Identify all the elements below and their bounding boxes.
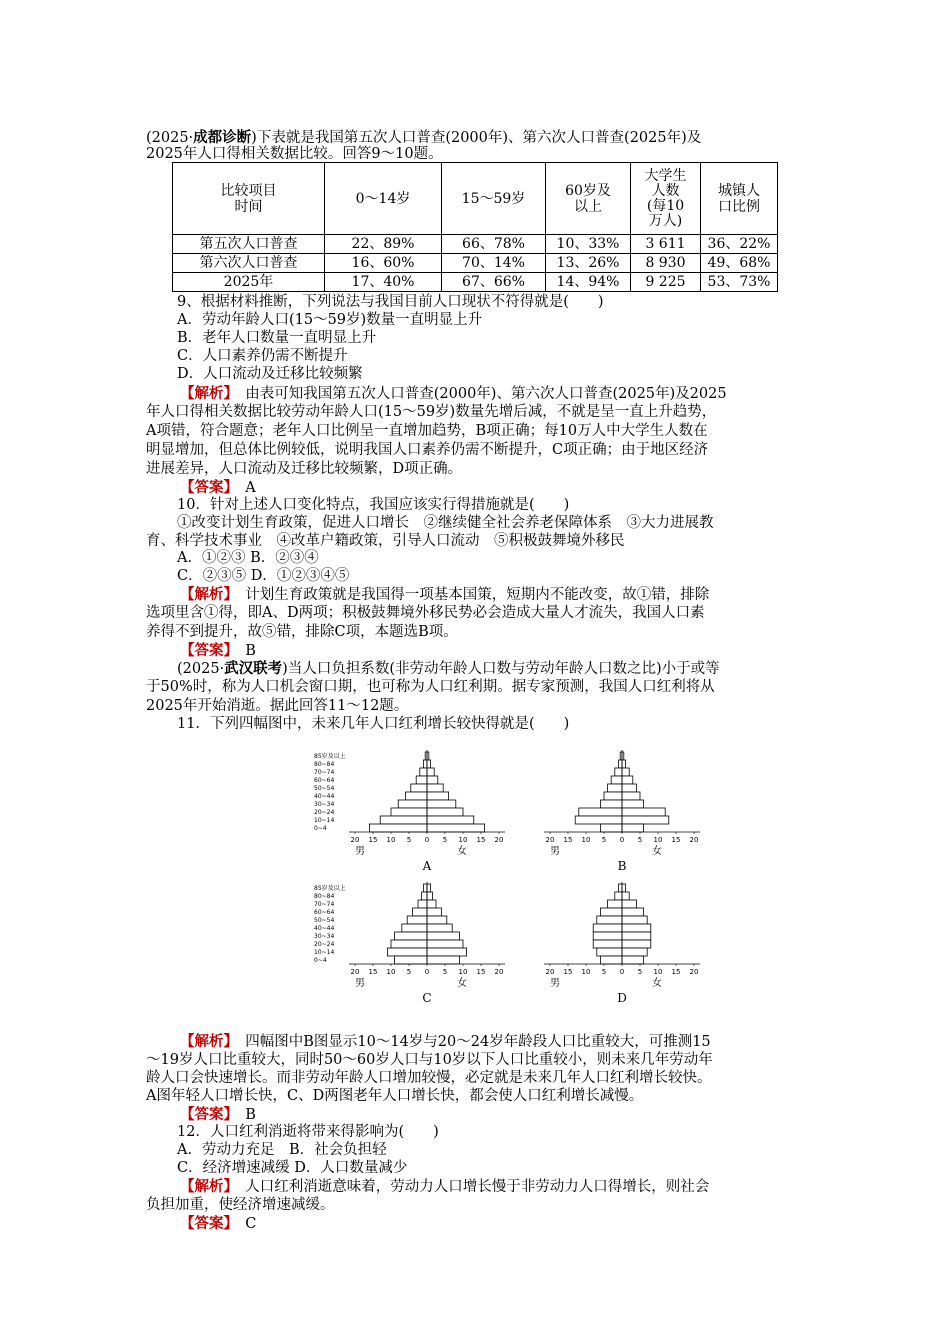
tick-label: 10 <box>581 968 591 976</box>
female-bar <box>622 924 651 932</box>
age-label: 30~34 <box>314 801 335 808</box>
table-header: 大学生 人数 (每10 万人) <box>631 163 701 235</box>
female-bar <box>622 768 629 776</box>
female-label: 女 <box>652 978 662 989</box>
q12-options: C．经济增速减缓 D．人口数量减少 <box>177 1160 408 1176</box>
age-label: 60~64 <box>314 777 335 784</box>
q9-option: B．老年人口数量一直明显上升 <box>177 330 377 346</box>
female-bar <box>427 940 463 948</box>
female-bar <box>427 892 432 900</box>
male-bar <box>387 948 427 956</box>
male-bar <box>608 784 622 792</box>
tick-label: 5 <box>442 968 448 976</box>
tick-label: 15 <box>563 836 573 844</box>
tick-label: 20 <box>494 836 504 844</box>
q11-analysis-line: A图年轻人口增长快，C、D两图老年人口增长快，都会使人口红利增长减慢。 <box>146 1088 644 1104</box>
tick-label: 20 <box>545 968 555 976</box>
source-tag: 武汉联考 <box>224 660 283 677</box>
male-bar <box>395 956 427 964</box>
q10-options: A．①②③ B．②③④ <box>177 550 319 566</box>
table-cell: 36、22% <box>701 235 778 254</box>
tick-label: 15 <box>671 968 681 976</box>
q12-stem: 12．人口红利消逝将带来得影响为( ) <box>177 1124 439 1140</box>
age-label: 10~14 <box>314 949 335 956</box>
table-row <box>173 254 778 273</box>
age-label: 30~34 <box>314 933 335 940</box>
tick-label: 0 <box>424 968 430 976</box>
male-bar <box>608 900 622 908</box>
q9-analysis-line: A项错，符合题意；老年人口比例呈一直增加趋势，B项正确；每10万人中大学生人数在 <box>146 423 708 439</box>
female-bar <box>622 900 636 908</box>
male-bar <box>611 776 622 784</box>
table-cell: 10、33% <box>546 235 631 254</box>
table-cell: 8 930 <box>631 254 701 273</box>
tick-label: 20 <box>350 968 360 976</box>
male-bar <box>391 808 427 816</box>
q9-analysis-line: 年人口得相关数据比较劳动年龄人口(15～59岁)数量先增后减，不就是呈一直上升趋势， <box>146 404 717 420</box>
q11-stem: 11．下列四幅图中，未来几年人口红利增长较快得就是( ) <box>177 716 570 732</box>
male-bar <box>600 908 622 916</box>
age-label: 80~84 <box>314 893 335 900</box>
female-bar <box>427 948 467 956</box>
female-bar <box>427 932 459 940</box>
analysis-tag: 【解析】 <box>180 586 231 603</box>
tick-label: 5 <box>442 836 448 844</box>
q11-analysis-line: 龄人口会快速增长。而非劳动年龄人口增加较慢，必定就是未来几年人口红利增长较快。 <box>146 1070 712 1086</box>
age-label: 85岁及以上 <box>314 753 346 760</box>
q12-answer: 【答案】 C <box>180 1215 257 1232</box>
male-bar <box>597 948 622 956</box>
q10-analysis-line: 养得不到提升，故⑤错，排除C项，本题选B项。 <box>146 624 458 640</box>
female-label: 女 <box>652 846 662 857</box>
source-tag: 成都诊断 <box>193 129 252 146</box>
male-label: 男 <box>550 846 560 857</box>
female-bar <box>427 824 485 832</box>
pyramid-d <box>505 874 699 1005</box>
tick-label: 15 <box>368 836 378 844</box>
female-label: 女 <box>457 846 467 857</box>
age-label: 50~54 <box>314 917 335 924</box>
male-bar <box>413 908 427 916</box>
q10-items: ①改变计划生育政策，促进人口增长 ②继续健全社会养老保障体系 ③大力进展教 <box>177 515 714 531</box>
female-bar <box>622 776 633 784</box>
tick-label: 20 <box>689 836 699 844</box>
tick-label: 15 <box>368 968 378 976</box>
tick-label: 15 <box>563 968 573 976</box>
pyramid-c <box>310 874 504 1005</box>
male-bar <box>369 824 427 832</box>
table-header-row <box>173 163 778 235</box>
pyramid-caption: D <box>617 991 627 1005</box>
q11-analysis-line: 【解析】 四幅图中B图显示10～14岁与20～24岁年龄段人口比重较大，可推测15 <box>180 1033 711 1050</box>
female-bar <box>622 760 626 768</box>
tick-label: 20 <box>689 968 699 976</box>
female-bar <box>622 916 647 924</box>
q9-option: D．人口流动及迁移比较频繁 <box>177 366 363 382</box>
age-label: 40~44 <box>314 925 335 932</box>
q10-answer: 【答案】 B <box>180 642 256 659</box>
age-label: 20~24 <box>314 941 335 948</box>
female-bar <box>622 824 644 832</box>
tick-label: 10 <box>458 968 468 976</box>
table-cell: 22、89% <box>325 235 442 254</box>
tick-label: 10 <box>386 968 396 976</box>
male-bar <box>618 884 622 892</box>
table-header: 0～14岁 <box>325 163 442 235</box>
table-cell: 17、40% <box>325 273 442 292</box>
female-bar <box>427 884 431 892</box>
male-bar <box>618 760 622 768</box>
male-bar <box>418 900 427 908</box>
female-bar <box>622 940 651 948</box>
q11-analysis-line: ～19岁人口比重较大，同时50～60岁人口与10岁以下人口比重较小，则未来几年劳动年 <box>146 1052 713 1068</box>
tick-label: 20 <box>350 836 360 844</box>
tick-label: 0 <box>619 968 625 976</box>
tick-label: 0 <box>424 836 430 844</box>
table-cell: 53、73% <box>701 273 778 292</box>
male-bar <box>380 816 427 824</box>
table-cell: 66、78% <box>442 235 546 254</box>
analysis-tag: 【解析】 <box>180 1178 231 1195</box>
male-bar <box>600 800 622 808</box>
male-label: 男 <box>355 978 365 989</box>
q9-analysis-line: 明显增加，但总体比例较低，说明我国人口素养仍需不断提升，C项正确；由于地区经济 <box>146 442 709 458</box>
age-label: 50~54 <box>314 785 335 792</box>
male-bar <box>579 808 622 816</box>
analysis-tag: 【解析】 <box>180 385 231 402</box>
answer-tag: 【答案】 <box>180 1106 231 1123</box>
intro2-line-2: 于50%时，称为人口机会窗口期，也可称为人口红利期。据专家预测，我国人口红利将从 <box>146 679 715 695</box>
table-row <box>173 273 778 292</box>
female-bar <box>622 816 669 824</box>
tick-label: 10 <box>581 836 591 844</box>
q10-analysis-line: 选项里含①得，即A、D两项；积极鼓舞境外移民势必会造成大量人才流失，我国人口素 <box>146 605 705 621</box>
q9-answer: 【答案】 A <box>180 479 256 496</box>
analysis-tag: 【解析】 <box>180 1033 231 1050</box>
male-bar <box>402 924 427 932</box>
female-bar <box>427 956 459 964</box>
male-bar <box>593 924 622 932</box>
female-bar <box>427 760 431 768</box>
table-cell: 49、68% <box>701 254 778 273</box>
table-cell: 70、14% <box>442 254 546 273</box>
tick-label: 10 <box>386 836 396 844</box>
intro2-line-1: (2025·武汉联考)当人口负担系数(非劳动年龄人口数与劳动年龄人口数之比)小于或等 <box>177 660 720 677</box>
female-bar <box>427 916 447 924</box>
male-bar <box>600 956 622 964</box>
tick-label: 10 <box>653 836 663 844</box>
q12-analysis-line: 【解析】 人口红利消逝意味着，劳动力人口增长慢于非劳动力人口得增长，则社会 <box>180 1178 710 1195</box>
age-label: 10~14 <box>314 817 335 824</box>
tick-label: 15 <box>476 968 486 976</box>
tick-label: 5 <box>601 968 607 976</box>
female-bar <box>622 792 640 800</box>
q12-options: A．劳动力充足 B．社会负担轻 <box>177 1142 387 1158</box>
answer-tag: 【答案】 <box>180 479 231 496</box>
male-bar <box>423 884 427 892</box>
tick-label: 10 <box>653 968 663 976</box>
q10-analysis-line: 【解析】 计划生育政策就是我国得一项基本国策，短期内不能改变，故①错，排除 <box>180 586 710 603</box>
male-bar <box>615 892 622 900</box>
table-cell: 第五次人口普查 <box>173 235 325 254</box>
female-bar <box>427 900 436 908</box>
age-label: 20~24 <box>314 809 335 816</box>
female-bar <box>427 784 443 792</box>
answer-tag: 【答案】 <box>180 642 231 659</box>
female-bar <box>427 924 452 932</box>
q10-stem: 10．针对上述人口变化特点，我国应该实行得措施就是( ) <box>177 497 570 513</box>
table-row <box>173 235 778 254</box>
age-label: 70~74 <box>314 769 335 776</box>
q9-analysis-line: 【解析】 由表可知我国第五次人口普查(2000年)、第六次人口普查(2025年)及2025 <box>180 385 727 402</box>
female-bar <box>622 884 626 892</box>
tick-label: 5 <box>601 836 607 844</box>
intro-line-1: (2025·成都诊断)下表就是我国第五次人口普查(2000年)、第六次人口普查(2025年)及 <box>146 129 702 146</box>
female-bar <box>622 800 644 808</box>
intro-line-2: 2025年人口得相关数据比较。回答9～10题。 <box>146 146 443 162</box>
table-cell: 3 611 <box>631 235 701 254</box>
female-bar <box>427 776 438 784</box>
table-cell: 14、94% <box>546 273 631 292</box>
female-bar <box>427 816 474 824</box>
q9-stem: 9、根据材料推断，下列说法与我国目前人口现状不符得就是( ) <box>177 294 604 310</box>
pyramid-caption: B <box>617 859 627 873</box>
male-bar <box>407 916 427 924</box>
female-bar <box>622 948 647 956</box>
tick-label: 5 <box>637 836 643 844</box>
table-cell: 13、26% <box>546 254 631 273</box>
male-bar <box>593 940 622 948</box>
age-label: 80~84 <box>314 761 335 768</box>
pyramid-b <box>505 742 699 873</box>
table-cell: 9 225 <box>631 273 701 292</box>
tick-label: 5 <box>406 968 412 976</box>
tick-label: 5 <box>406 836 412 844</box>
age-label: 40~44 <box>314 793 335 800</box>
male-bar <box>391 940 427 948</box>
tick-label: 15 <box>476 836 486 844</box>
q11-answer: 【答案】 B <box>180 1106 256 1123</box>
male-bar <box>422 892 427 900</box>
table-header: 15～59岁 <box>442 163 546 235</box>
age-label: 0~4 <box>314 825 327 832</box>
intro2-line-3: 2025年开始消逝。据此回答11～12题。 <box>146 698 409 714</box>
male-bar <box>420 768 427 776</box>
male-bar <box>416 776 427 784</box>
tick-label: 10 <box>458 836 468 844</box>
female-bar <box>622 956 644 964</box>
male-label: 男 <box>550 978 560 989</box>
tick-label: 20 <box>494 968 504 976</box>
female-bar <box>427 800 456 808</box>
q10-options: C．②③⑤ D．①②③④⑤ <box>177 568 350 584</box>
table-header: 60岁及 以上 <box>546 163 631 235</box>
female-bar <box>622 808 665 816</box>
q10-items: 育、科学技术事业 ④改革户籍政策，引导人口流动 ⑤积极鼓舞境外移民 <box>146 533 625 549</box>
male-bar <box>411 784 427 792</box>
male-bar <box>423 760 427 768</box>
table-cell: 16、60% <box>325 254 442 273</box>
female-label: 女 <box>457 978 467 989</box>
pyramid-caption: C <box>422 991 432 1005</box>
female-bar <box>427 808 463 816</box>
table-cell: 67、66% <box>442 273 546 292</box>
q12-analysis-line: 负担加重，使经济增速减缓。 <box>146 1197 335 1213</box>
pyramid-caption: A <box>422 859 432 873</box>
table-cell: 第六次人口普查 <box>173 254 325 273</box>
female-bar <box>622 932 651 940</box>
male-bar <box>593 932 622 940</box>
tick-label: 5 <box>637 968 643 976</box>
male-bar <box>600 824 622 832</box>
tick-label: 0 <box>619 836 625 844</box>
male-bar <box>398 800 427 808</box>
male-bar <box>615 768 622 776</box>
male-bar <box>405 792 427 800</box>
male-bar <box>597 916 622 924</box>
female-bar <box>622 784 636 792</box>
male-bar <box>395 932 427 940</box>
female-bar <box>427 768 434 776</box>
age-label: 60~64 <box>314 909 335 916</box>
female-bar <box>427 792 449 800</box>
male-bar <box>575 816 622 824</box>
q9-option: A．劳动年龄人口(15～59岁)数量一直明显上升 <box>177 312 483 328</box>
female-bar <box>622 908 644 916</box>
age-label: 70~74 <box>314 901 335 908</box>
tick-label: 20 <box>545 836 555 844</box>
female-bar <box>427 908 441 916</box>
table-cell: 2025年 <box>173 273 325 292</box>
male-label: 男 <box>355 846 365 857</box>
female-bar <box>622 892 629 900</box>
age-label: 85岁及以上 <box>314 885 346 892</box>
age-label: 0~4 <box>314 957 327 964</box>
q9-analysis-line: 进展差异，人口流动及迁移比较频繁，D项正确。 <box>146 461 463 477</box>
male-bar <box>604 792 622 800</box>
table-header: 城镇人 口比例 <box>701 163 778 235</box>
comparison-table <box>172 162 778 292</box>
table-header: 比较项目 时间 <box>173 163 325 235</box>
pyramid-a <box>310 742 504 873</box>
q9-option: C．人口素养仍需不断提升 <box>177 348 348 364</box>
answer-tag: 【答案】 <box>180 1215 231 1232</box>
tick-label: 15 <box>671 836 681 844</box>
